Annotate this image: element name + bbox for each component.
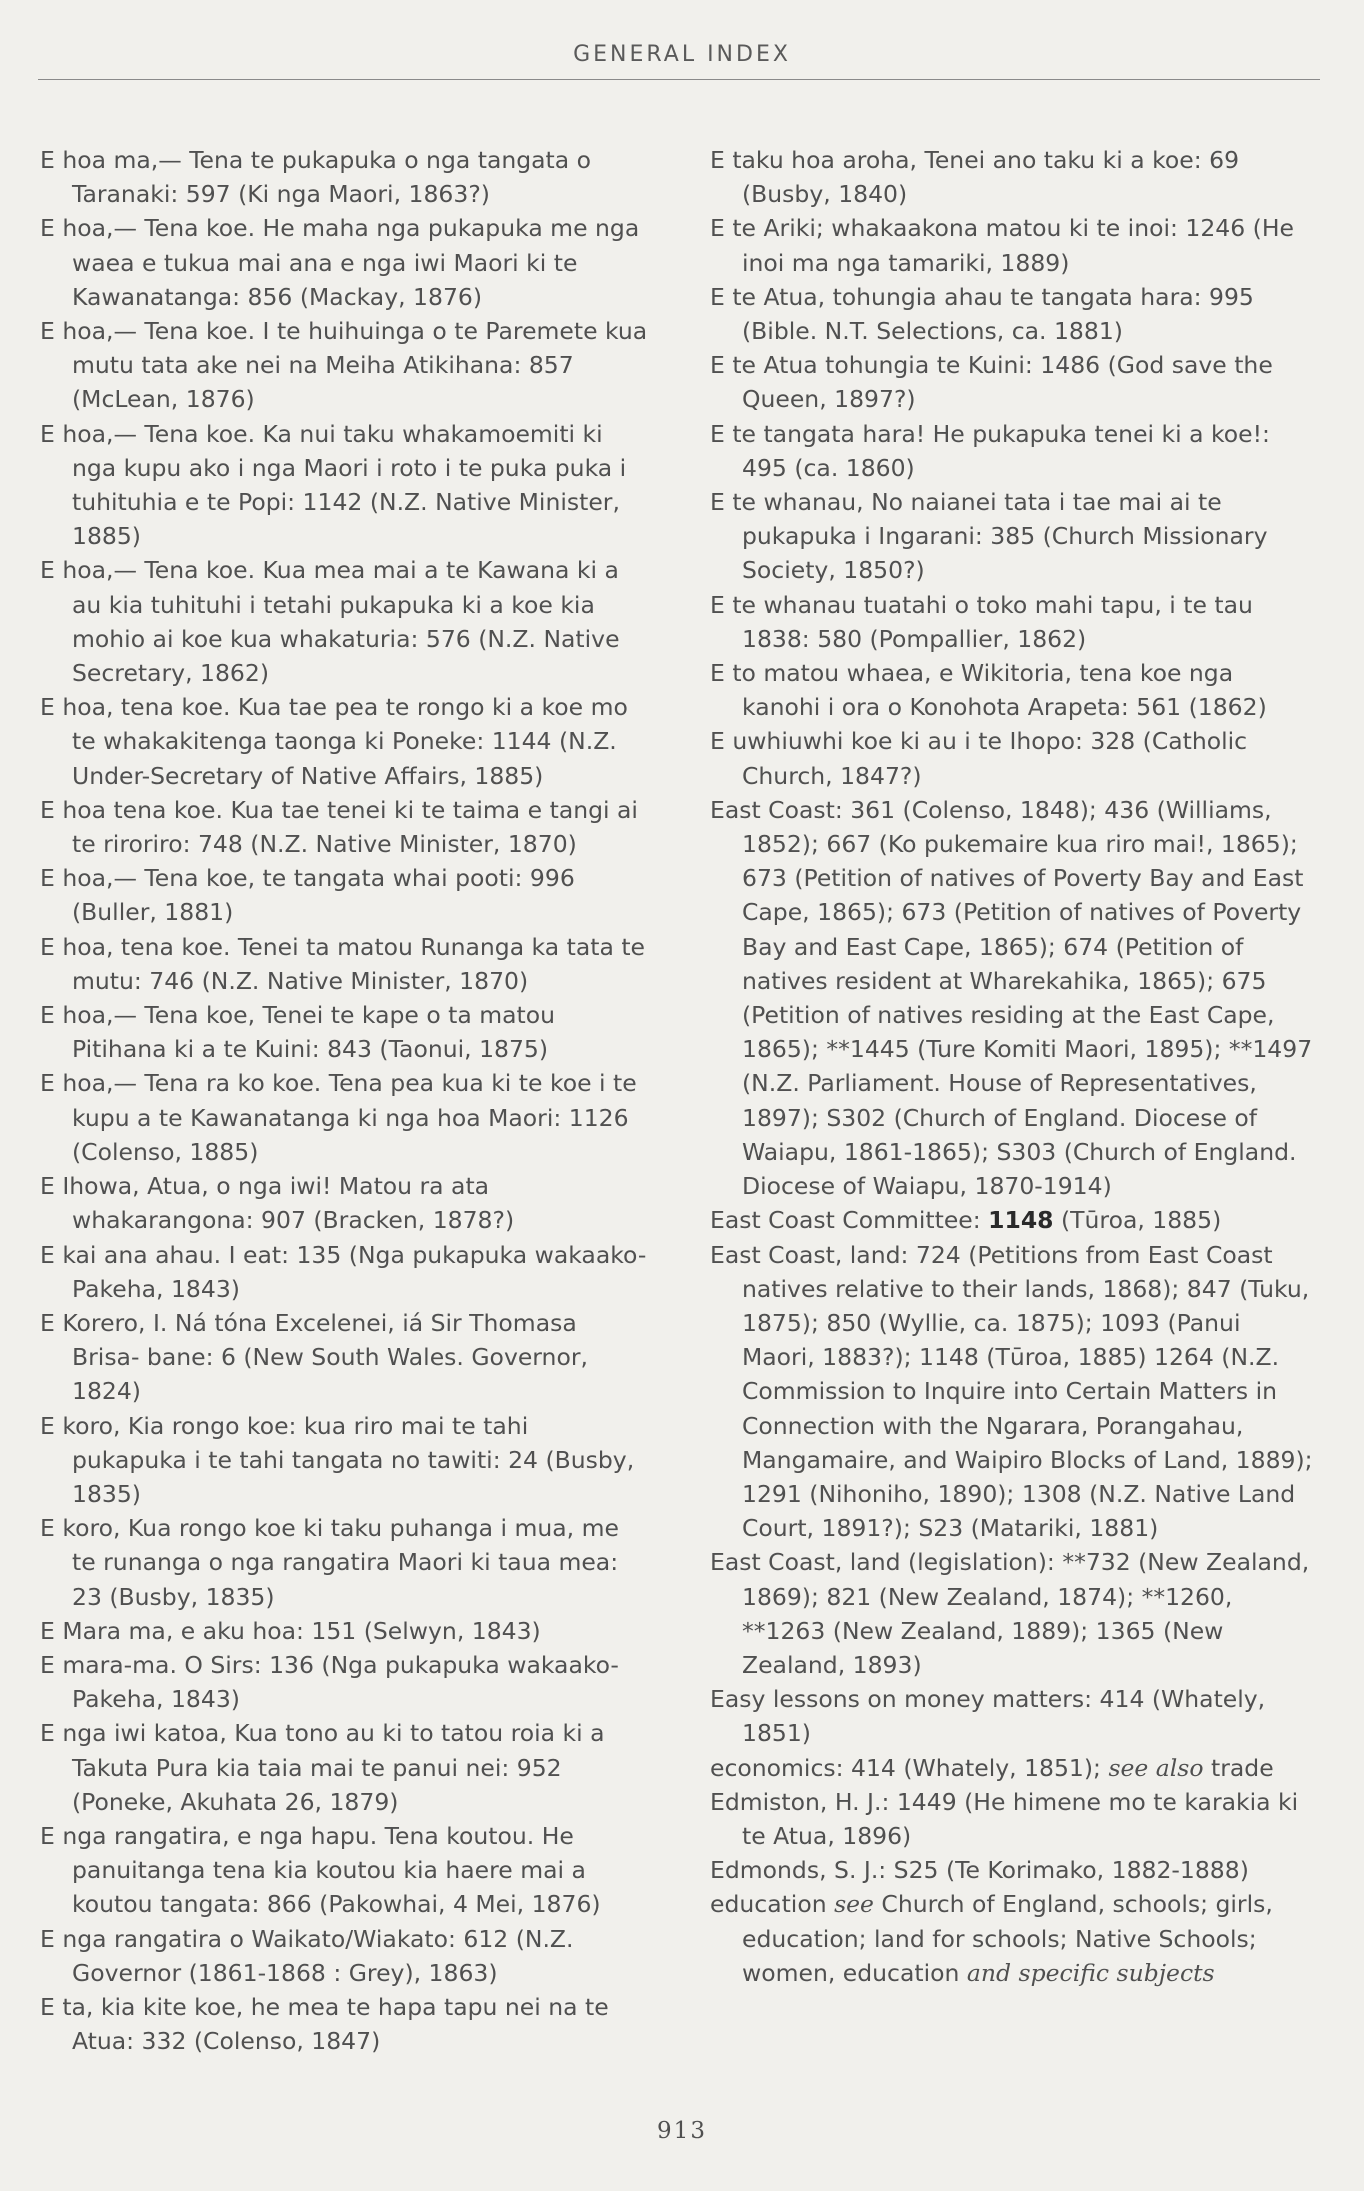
- index-entry: E uwhiuwhi koe ki au i te Ihopo: 328 (Catholic Church, 1847?): [710, 727, 1248, 790]
- index-entry-economics: [710, 1751, 1318, 1785]
- index-entry-education: [710, 1887, 1318, 1990]
- index-entry: E hoa,— Tena koe, Tenei te kape o ta matou Pitihana ki a te Kuini: 843 (Taonui, 1875): [40, 1001, 556, 1064]
- index-entry: E hoa,— Tena koe. Kua mea mai a te Kawana ki a au kia tuhituhi i tetahi pukapuka ki a koe kia mohio ai koe kua whakaturia: 576 (N.Z. Native Secretary, 1862): [40, 556, 620, 688]
- index-entry: E nga rangatira o Waikato/Wiakato: 612 (N.Z. Governor (1861-1868 : Grey), 1863): [40, 1924, 574, 1987]
- bold-reference: 1148: [988, 1206, 1054, 1235]
- index-entry: E hoa,— Tena koe. Ka nui taku whakamoemiti ki nga kupu ako i nga Maori i roto i te puka puka i tuhituhia e te Popi: 1142 (N.Z. Native Minister, 1885): [40, 419, 627, 551]
- index-entry: E hoa,— Tena ra ko koe. Tena pea kua ki te koe i te kupu a te Kawanatanga ki nga hoa Maori: 1126 (Colenso, 1885): [40, 1069, 637, 1166]
- index-entry-east-coast-committee: [710, 1203, 1318, 1237]
- index-entry: E ta, kia kite koe, he mea te hapa tapu nei na te Atua: 332 (Colenso, 1847): [40, 1992, 609, 2056]
- header-rule: [38, 79, 1320, 80]
- index-entry: E hoa ma,— Tena te pukapuka o nga tangata o Taranaki: 597 (Ki nga Maori, 1863?): [40, 146, 592, 209]
- page-number: 913: [657, 2118, 707, 2144]
- index-entry: E koro, Kua rongo koe ki taku puhanga i mua, me te runanga o nga rangatira Maori ki taua mea: 23 (Busby, 1835): [40, 1514, 619, 1611]
- index-entry: E nga iwi katoa, Kua tono au ki to tatou roia ki a Takuta Pura kia taia mai te panui nei: 952 (Poneke, Akuhata 26, 1879): [40, 1719, 605, 1816]
- index-entry: East Coast, land: 724 (Petitions from East Coast natives relative to their lands, 1868); 847 (Tuku, 1875); 850 (Wyllie, ca. 1875); 1093 (Panui Maori, 1883?); 1148 (Tūroa, 1885) 1264 (N.Z. Commission to Inquire into Certain Matters in Connection with the Ngarara, Porangahau, Mangamaire, and Waipiro Blocks of Land, 1889); 1291 (Nihoniho, 1890); 1308 (N.Z. Native Land Court, 1891?); S23 (Matariki, 1881): [710, 1240, 1313, 1543]
- index-entry: E te Atua tohungia te Kuini: 1486 (God save the Queen, 1897?): [710, 351, 1273, 414]
- cross-reference: see: [834, 1890, 874, 1919]
- index-entry: E nga rangatira, e nga hapu. Tena koutou. He panuitanga tena kia koutou kia haere mai a koutou tangata: 866 (Pakowhai, 4 Mei, 1876): [40, 1821, 601, 1919]
- entry-source: (Tūroa, 1885): [1053, 1206, 1222, 1235]
- index-entry: E mara-ma. O Sirs: 136 (Nga pukapuka wakaako-Pakeha, 1843): [40, 1650, 619, 1714]
- entry-text: education: [710, 1890, 835, 1919]
- index-entry: E kai ana ahau. I eat: 135 (Nga pukapuka wakaako-Pakeha, 1843): [40, 1240, 647, 1303]
- index-entry: E Ihowa, Atua, o nga iwi! Matou ra ata whakarangona: 907 (Bracken, 1878?): [40, 1172, 515, 1235]
- index-entry: E to matou whaea, e Wikitoria, tena koe nga kanohi i ora o Konohota Arapeta: 561 (1862): [710, 659, 1267, 722]
- index-entry: E te tangata hara! He pukapuka tenei ki a koe!: 495 (ca. 1860): [710, 419, 1270, 482]
- cross-reference: and specific subjects: [966, 1958, 1215, 1987]
- left-column: [40, 143, 650, 2058]
- index-entry: Edmonds, S. J.: S25 (Te Korimako, 1882-1888): [710, 1856, 1249, 1885]
- index-entry: E te whanau, No naianei tata i tae mai ai te pukapuka i Ingarani: 385 (Church Missionary Society, 1850?): [710, 488, 1268, 585]
- index-entry: East Coast, land (legislation): **732 (New Zealand, 1869); 821 (New Zealand, 1874); **1260, **1263 (New Zealand, 1889); 1365 (New Zealand, 1893): [710, 1548, 1310, 1679]
- index-entry: Edmiston, H. J.: 1449 (He himene mo te karakia ki te Atua, 1896): [710, 1787, 1299, 1850]
- entry-text: economics: 414 (Whately, 1851);: [710, 1753, 1109, 1782]
- entry-text: Church of England, schools; girls, education; land for schools; Native Schools; women, education: [742, 1890, 1273, 1987]
- entry-text: trade: [1203, 1753, 1274, 1782]
- index-entry: E hoa, tena koe. Kua tae pea te rongo ki a koe mo te whakakitenga taonga ki Poneke: 1144 (N.Z. Under-Secretary of Native Affairs, 1885): [40, 693, 628, 790]
- index-entry: E te Atua, tohungia ahau te tangata hara: 995 (Bible. N.T. Selections, ca. 1881): [710, 282, 1254, 346]
- index-entry: E hoa,— Tena koe. He maha nga pukapuka me nga waea e tukua mai ana e nga iwi Maori ki te Kawanatanga: 856 (Mackay, 1876): [40, 214, 640, 311]
- cross-reference: see also: [1108, 1753, 1204, 1782]
- index-entry: E hoa,— Tena koe, te tangata whai pooti: 996 (Buller, 1881): [40, 864, 575, 927]
- running-head: GENERAL INDEX: [573, 42, 791, 67]
- index-entry: E hoa,— Tena koe. I te huihuinga o te Paremete kua mutu tata ake nei na Meiha Atikihana: 857 (McLean, 1876): [40, 317, 648, 414]
- entry-heading: East Coast Committee:: [710, 1206, 989, 1235]
- index-entry: Easy lessons on money matters: 414 (Whately, 1851): [710, 1685, 1266, 1748]
- index-entry: E hoa tena koe. Kua tae tenei ki te taima e tangi ai te riroriro: 748 (N.Z. Native Minister, 1870): [40, 795, 638, 859]
- index-entry: East Coast: 361 (Colenso, 1848); 436 (Williams, 1852); 667 (Ko pukemaire kua riro mai!, 1865); 673 (Petition of natives of Poverty Bay and East Cape, 1865); 673 (Petition of natives of Poverty Bay and East Cape, 1865); 674 (Petition of natives resident at Wharekahika, 1865); 675 (Petition of natives residing at the East Cape, 1865); **1445 (Ture Komiti Maori, 1895); **1497 (N.Z. Parliament. House of Representatives, 1897); S302 (Church of England. Diocese of Waiapu, 1861-1865); S303 (Church of England. Diocese of Waiapu, 1870-1914): [710, 795, 1313, 1201]
- index-entry: E te Ariki; whakaakona matou ki te inoi: 1246 (He inoi ma nga tamariki, 1889): [710, 214, 1294, 277]
- index-entry: E koro, Kia rongo koe: kua riro mai te tahi pukapuka i te tahi tangata no tawiti: 24 (Busby, 1835): [40, 1411, 635, 1508]
- index-entry: E Korero, I. Ná tóna Excelenei, iá Sir Thomasa Brisa- bane: 6 (New South Wales. Governor, 1824): [40, 1308, 588, 1406]
- index-entry: E taku hoa aroha, Tenei ano taku ki a koe: 69 (Busby, 1840): [710, 146, 1240, 209]
- index-entry: E te whanau tuatahi o toko mahi tapu, i te tau 1838: 580 (Pompallier, 1862): [710, 590, 1253, 653]
- index-entry: E hoa, tena koe. Tenei ta matou Runanga ka tata te mutu: 746 (N.Z. Native Minister, 1870): [40, 932, 645, 995]
- right-column: [710, 143, 1318, 1990]
- index-entry: E Mara ma, e aku hoa: 151 (Selwyn, 1843): [40, 1616, 541, 1645]
